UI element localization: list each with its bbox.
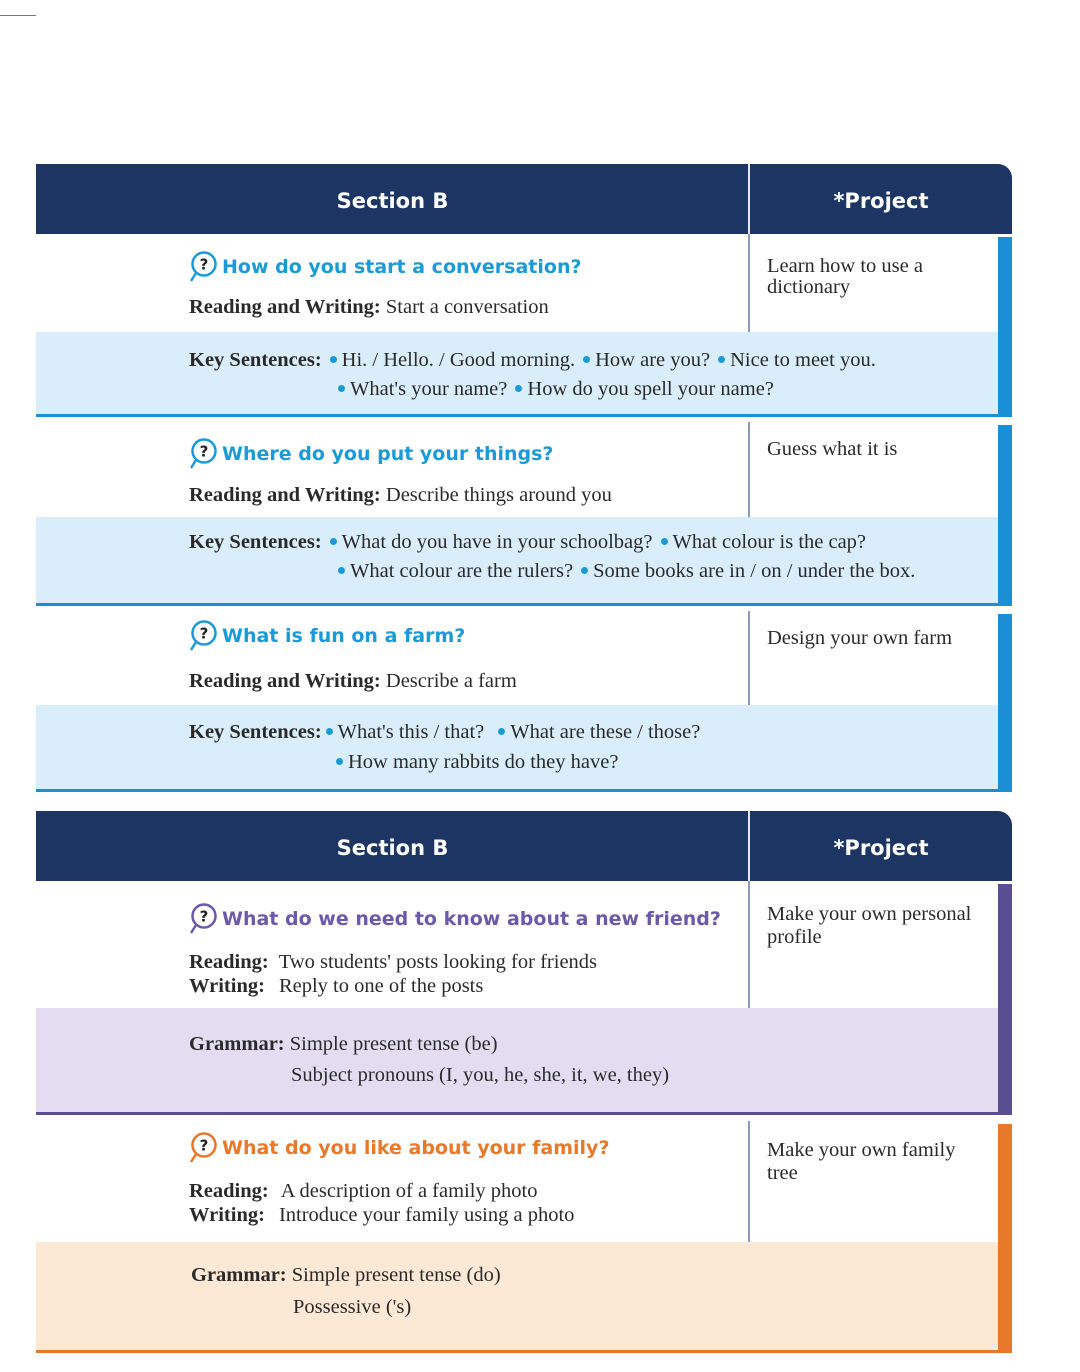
svg-text:?: ? <box>199 907 209 926</box>
project-text: Design your own farm <box>767 627 953 649</box>
unit-question: ? What do you like about your family? <box>188 1131 609 1165</box>
unit-row <box>36 422 1012 606</box>
question-bubble-icon <box>188 1131 218 1165</box>
svg-text:?: ? <box>199 442 209 461</box>
svg-text:?: ? <box>199 1136 209 1155</box>
unit-row <box>36 611 1012 792</box>
question-bubble-icon <box>188 250 218 284</box>
table-header <box>36 811 1012 881</box>
writing-line: Writing: Reply to one of the posts <box>189 975 484 997</box>
question-bubble-icon <box>188 619 218 653</box>
writing-line: Writing: Introduce your family using a photo <box>189 1204 575 1226</box>
project-header: *Project <box>833 836 929 860</box>
key-sentences: Key Sentences: What do you have in your schoolbag? What colour is the cap? What colour are the rulers? Some books are in / on / under the box. <box>36 517 998 603</box>
reading-line: Reading: A description of a family photo <box>189 1180 538 1202</box>
reading-line: Reading: Two students' posts looking for friends <box>189 951 598 973</box>
project-text: Make your own personal profile <box>767 903 972 948</box>
svg-text:?: ? <box>199 624 209 643</box>
unit-question: ? How do you start a conversation? <box>188 250 582 284</box>
unit-row <box>36 234 1012 417</box>
project-text: Make your own family tree <box>767 1139 956 1184</box>
section-header: Section B <box>336 836 449 860</box>
svg-text:?: ? <box>199 255 209 274</box>
reading-writing: Reading and Writing: Start a conversation <box>189 296 549 318</box>
table-header <box>36 164 1012 234</box>
unit-row <box>36 1121 1012 1353</box>
key-sentences: Key Sentences: What's this / that? What are these / those? How many rabbits do they have? <box>36 705 998 789</box>
unit-question: ? What do we need to know about a new friend? <box>188 902 721 936</box>
question-bubble-icon <box>188 902 218 936</box>
project-header: *Project <box>833 189 929 213</box>
reading-writing: Reading and Writing: Describe a farm <box>189 670 517 692</box>
key-sentences: Key Sentences: Hi. / Hello. / Good morning. How are you? Nice to meet you. What's your name? How do you spell your name? <box>36 332 998 414</box>
project-text: Guess what it is <box>767 438 898 460</box>
grammar: Grammar: Simple present tense (be) Subject pronouns (I, you, he, she, it, we, they) <box>36 1008 998 1112</box>
corner-mark <box>0 15 36 16</box>
question-bubble-icon <box>188 437 218 471</box>
table-2 <box>36 811 1012 1353</box>
table-1 <box>36 164 1012 792</box>
unit-question: ? What is fun on a farm? <box>188 619 465 653</box>
reading-writing: Reading and Writing: Describe things around you <box>189 484 612 506</box>
grammar: Grammar: Simple present tense (do) Possessive ('s) <box>36 1242 998 1350</box>
unit-row <box>36 881 1012 1115</box>
section-header: Section B <box>336 189 449 213</box>
unit-question: ? Where do you put your things? <box>188 437 553 471</box>
project-text: Learn how to use a dictionary <box>767 255 923 298</box>
